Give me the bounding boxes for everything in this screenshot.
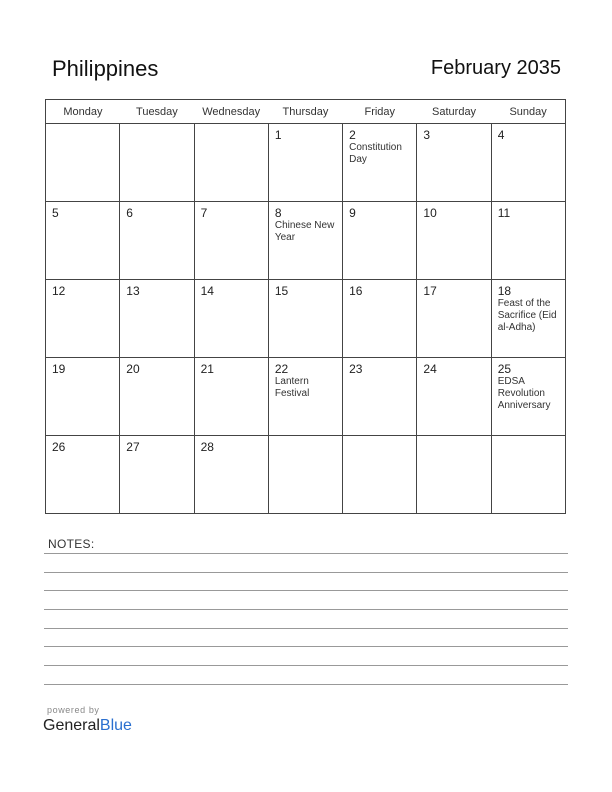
holiday-label: Feast of the Sacrifice (Eid al-Adha): [497, 298, 557, 333]
weekday-thursday: Thursday: [268, 100, 342, 124]
weekday-sunday: Sunday: [491, 100, 565, 124]
brand-general: General: [43, 717, 100, 734]
day-number: 26: [52, 440, 66, 454]
day-cell: [120, 436, 194, 514]
day-cell: [491, 124, 565, 202]
weekday-friday: Friday: [343, 100, 417, 124]
day-cell: [343, 202, 417, 280]
day-number: 12: [52, 284, 66, 298]
note-line: [44, 665, 568, 666]
country-title: Philippines: [52, 56, 159, 81]
day-number: 9: [349, 206, 356, 220]
day-number: 19: [52, 362, 66, 376]
weekday-monday: Monday: [46, 100, 120, 124]
day-number: 7: [200, 206, 208, 220]
day-cell: [343, 280, 417, 358]
day-number: 13: [126, 284, 140, 298]
note-line: [44, 572, 568, 573]
note-line: [44, 590, 568, 591]
note-line: [44, 609, 568, 610]
day-cell: [120, 280, 194, 358]
week-row: [46, 358, 566, 436]
day-cell: [268, 202, 342, 280]
notes-label: NOTES:: [48, 537, 95, 551]
powered-by-text: powered by: [47, 705, 100, 715]
day-number: 2: [349, 128, 356, 142]
weekday-saturday: Saturday: [417, 100, 491, 124]
note-line: [44, 646, 568, 647]
brand-blue: Blue: [99, 717, 132, 734]
day-cell: [343, 436, 417, 514]
brand-logo: [43, 717, 132, 735]
day-number: 24: [423, 362, 437, 376]
day-number: 8: [274, 206, 282, 220]
day-cell: [46, 280, 120, 358]
day-cell: [491, 436, 565, 514]
calendar-grid: [45, 99, 566, 514]
day-number: 23: [349, 362, 363, 376]
day-number: 20: [126, 362, 140, 376]
day-cell: [491, 202, 565, 280]
day-number: 6: [126, 206, 133, 220]
week-row: [46, 436, 566, 514]
day-cell: [46, 202, 120, 280]
day-cell: [46, 358, 120, 436]
day-number: 18: [497, 284, 512, 298]
day-cell: [194, 202, 268, 280]
day-cell: [194, 124, 268, 202]
week-row: [46, 124, 566, 202]
day-number: 10: [423, 206, 437, 220]
day-cell: [194, 280, 268, 358]
day-cell: [417, 202, 491, 280]
note-line: [44, 684, 568, 685]
day-cell: [120, 358, 194, 436]
day-number: 17: [423, 284, 437, 298]
day-number: 21: [200, 362, 214, 376]
day-cell: [343, 124, 417, 202]
holiday-label: Chinese New Year: [274, 220, 335, 243]
day-number: 4: [497, 128, 505, 142]
day-number: 27: [126, 440, 140, 454]
day-cell: [268, 436, 342, 514]
weekday-wednesday: Wednesday: [194, 100, 268, 124]
day-number: 15: [274, 284, 289, 298]
day-cell: [194, 436, 268, 514]
day-cell: [194, 358, 268, 436]
note-line: [44, 553, 568, 554]
day-cell: [268, 358, 342, 436]
holiday-label: Lantern Festival: [274, 376, 310, 399]
day-number: 16: [349, 284, 363, 298]
note-line: [44, 628, 568, 629]
day-number: 25: [497, 362, 512, 376]
day-cell: [268, 280, 342, 358]
day-number: 3: [423, 128, 431, 142]
holiday-label: EDSA Revolution Anniversary: [497, 376, 551, 411]
day-cell: [46, 436, 120, 514]
week-row: [46, 202, 566, 280]
day-number: 22: [274, 362, 289, 376]
day-cell: [46, 124, 120, 202]
holiday-label: Constitution Day: [349, 142, 402, 165]
day-cell: [491, 358, 565, 436]
day-cell: [417, 358, 491, 436]
day-cell: [417, 124, 491, 202]
day-cell: [120, 124, 194, 202]
day-cell: [120, 202, 194, 280]
month-year-title: February 2035: [430, 57, 561, 79]
day-cell: [417, 436, 491, 514]
day-cell: [343, 358, 417, 436]
weekday-header-row: [46, 100, 566, 124]
day-cell: [417, 280, 491, 358]
day-number: 1: [274, 128, 282, 142]
day-number: 28: [200, 440, 214, 454]
week-row: [46, 280, 566, 358]
day-cell: [268, 124, 342, 202]
weekday-tuesday: Tuesday: [120, 100, 194, 124]
day-number: 11: [497, 206, 511, 220]
day-cell: [491, 280, 565, 358]
day-number: 14: [200, 284, 214, 298]
day-number: 5: [52, 206, 59, 220]
